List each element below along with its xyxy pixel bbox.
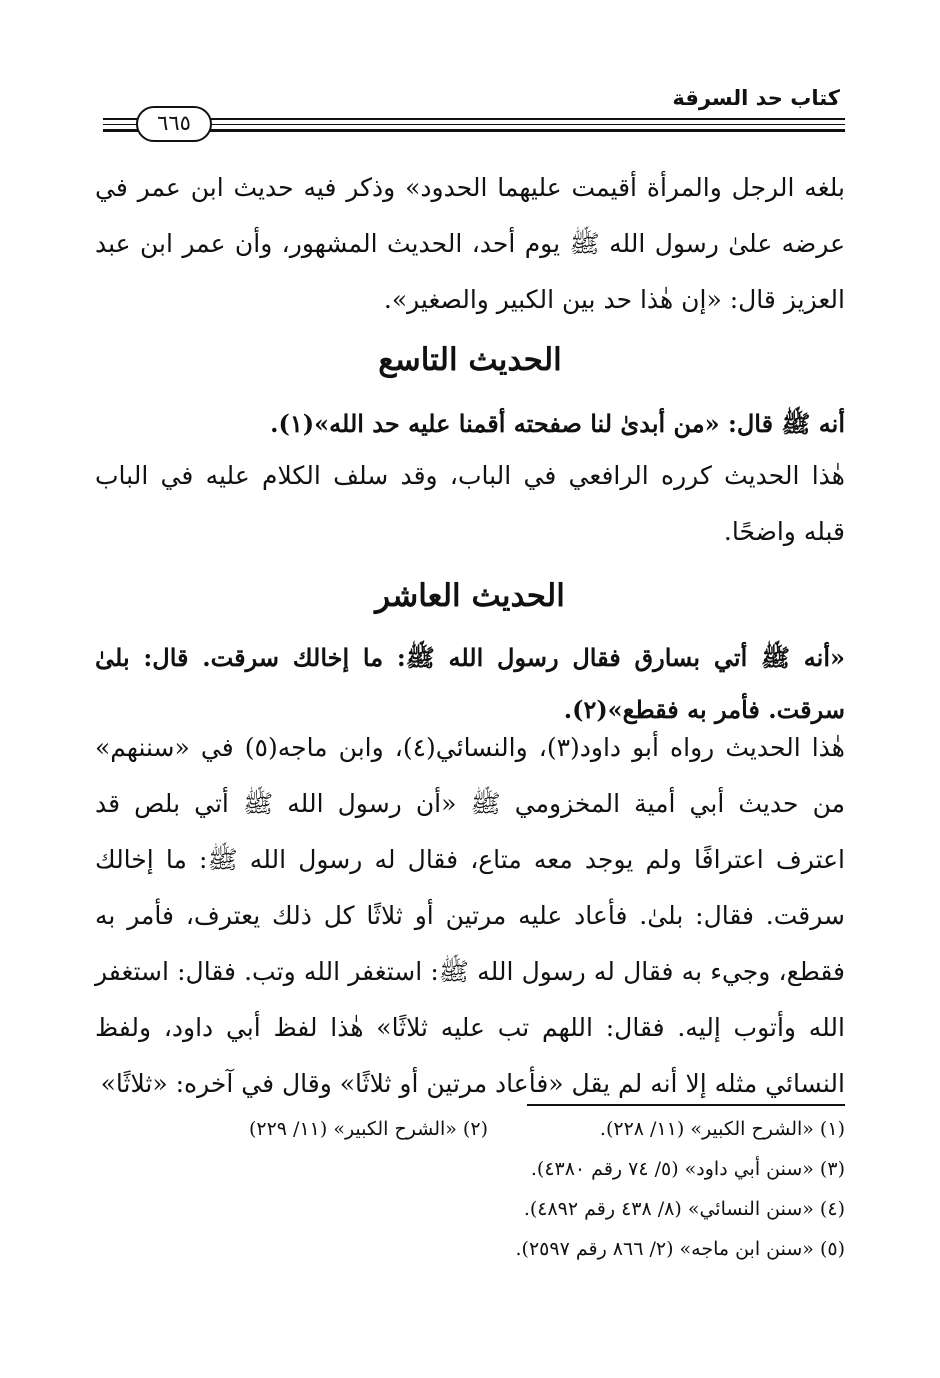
hadith-text: أنه ﷺ قال: «من أبدىٰ لنا صفحته أقمنا عليه حد الله»(١). [270, 409, 845, 438]
body-paragraph: هٰذا الحديث كرره الرافعي في الباب، وقد سلف الكلام عليه في الباب قبله واضحًا. [95, 461, 845, 546]
footnote: (٢) «الشرح الكبير» (١١/ ٢٢٩) [248, 1118, 488, 1140]
body-paragraph: بلغه الرجل والمرأة أقيمت عليهما الحدود» وذكر فيه حديث ابن عمر في عرضه علىٰ رسول الله ﷺ يوم أحد، الحديث المشهور، وأن عمر ابن عبد العزيز قال: «إن هٰذا حد بين الكبير والصغير». [95, 173, 845, 314]
section-heading: الحديث التاسع [378, 342, 562, 378]
hadith-text: «أنه ﷺ أتي بسارق فقال رسول الله ﷺ: ما إخالك سرقت. قال: بلىٰ سرقت. فأمر به فقطع»(٢). [95, 643, 845, 724]
header-rule [103, 129, 845, 132]
footnote: (٥) «سنن ابن ماجه» (٢/ ٨٦٦ رقم ٢٥٩٧). [515, 1238, 845, 1260]
body-paragraph: هٰذا الحديث رواه أبو داود(٣)، والنسائي(٤)، وابن ماجه(٥) في «سننهم» من حديث أبي أمية المخزومي ﷺ «أن رسول الله ﷺ أتي بلص قد اعترف اعترافًا ولم يوجد معه متاع، فقال له رسول الله ﷺ: ما إخالك سرقت. فقال: بلىٰ. فأعاد عليه مرتين أو ثلاثًا كل ذلك يعترف، فأمر به فقطع، وجيء به فقال له رسول الله ﷺ: استغفر الله وتب. فقال: استغفر الله وأتوب إليه. فقال: اللهم تب عليه ثلاثًا» هٰذا لفظ أبي داود، ولفظ النسائي مثله إلا أنه لم يقل «فأعاد مرتين أو ثلاثًا» وقال في آخره: «ثلاثًا» [95, 733, 845, 1098]
chapter-title: كتاب حد السرقة [672, 86, 840, 110]
section-heading: الحديث العاشر [375, 578, 565, 614]
footnote: (٤) «سنن النسائي» (٨/ ٤٣٨ رقم ٤٨٩٢). [523, 1198, 845, 1220]
header-rule [103, 124, 845, 125]
footnote-separator [527, 1104, 845, 1106]
footnote: (٣) «سنن أبي داود» (٥/ ٧٤ رقم ٤٣٨٠). [530, 1158, 845, 1180]
header-rule [103, 118, 845, 120]
page-number: ٦٦٥ [136, 106, 212, 142]
footnote: (١) «الشرح الكبير» (١١/ ٢٢٨). [599, 1118, 845, 1140]
